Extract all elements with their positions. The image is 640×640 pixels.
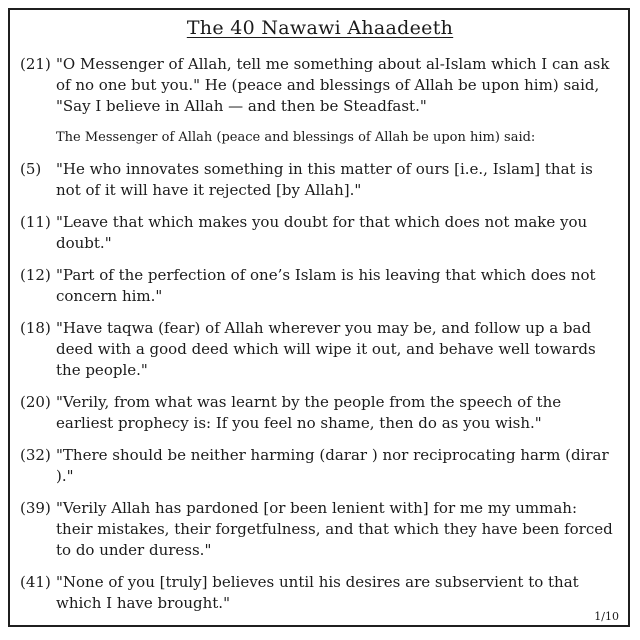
- hadith-number: (21): [20, 55, 51, 73]
- hadith-number: (20): [20, 393, 51, 411]
- hadith-text: "Verily Allah has pardoned [or been lenient with] for me my ummah: their mistakes, their forgetfulness, and that which they have been forced to do under duress.": [56, 499, 613, 559]
- hadith-number: (32): [20, 446, 51, 464]
- hadith-number: (18): [20, 319, 51, 337]
- hadith-number: (41): [20, 573, 51, 591]
- intro-line: [20, 128, 620, 147]
- hadith-text: "He who innovates something in this matter of ours [i.e., Islam] that is not of it will have it rejected [by Allah].": [56, 160, 593, 199]
- hadith-item: [20, 572, 620, 614]
- hadith-text: "O Messenger of Allah, tell me something about al-Islam which I can ask of no one but you." He (peace and blessings of Allah be upon him) said, "Say I believe in Allah — and then be Steadfast.": [56, 55, 610, 115]
- hadith-text: "There should be neither harming (darar ) nor reciprocating harm (dirar ).": [56, 446, 609, 485]
- hadith-text: "Verily, from what was learnt by the people from the speech of the earliest prophecy is: If you feel no shame, then do as you wish.": [56, 393, 562, 432]
- hadith-number: (39): [20, 499, 51, 517]
- hadith-text: "None of you [truly] believes until his desires are subservient to that which I have brought.": [56, 573, 579, 612]
- page-frame: [8, 8, 630, 627]
- hadith-item: [20, 445, 620, 487]
- hadith-number: (11): [20, 213, 51, 231]
- hadith-item: [20, 318, 620, 381]
- hadith-item: [20, 498, 620, 561]
- hadith-number: (5): [20, 160, 42, 178]
- hadith-item: [20, 392, 620, 434]
- page-indicator: 1/10: [594, 610, 619, 623]
- hadith-number: (12): [20, 266, 51, 284]
- hadith-item: [20, 54, 620, 117]
- hadith-item: [20, 212, 620, 254]
- page-title: The 40 Nawawi Ahaadeeth: [186, 17, 454, 39]
- hadith-item: [20, 265, 620, 307]
- intro-text: The Messenger of Allah (peace and blessings of Allah be upon him) said:: [56, 130, 536, 145]
- hadith-list: [20, 54, 620, 614]
- hadith-text: "Part of the perfection of one’s Islam is his leaving that which does not concern him.": [56, 266, 596, 305]
- hadith-item: [20, 159, 620, 201]
- hadith-text: "Leave that which makes you doubt for that which does not make you doubt.": [56, 213, 588, 252]
- hadith-text: "Have taqwa (fear) of Allah wherever you may be, and follow up a bad deed with a good deed which will wipe it out, and behave well towards the people.": [56, 319, 596, 379]
